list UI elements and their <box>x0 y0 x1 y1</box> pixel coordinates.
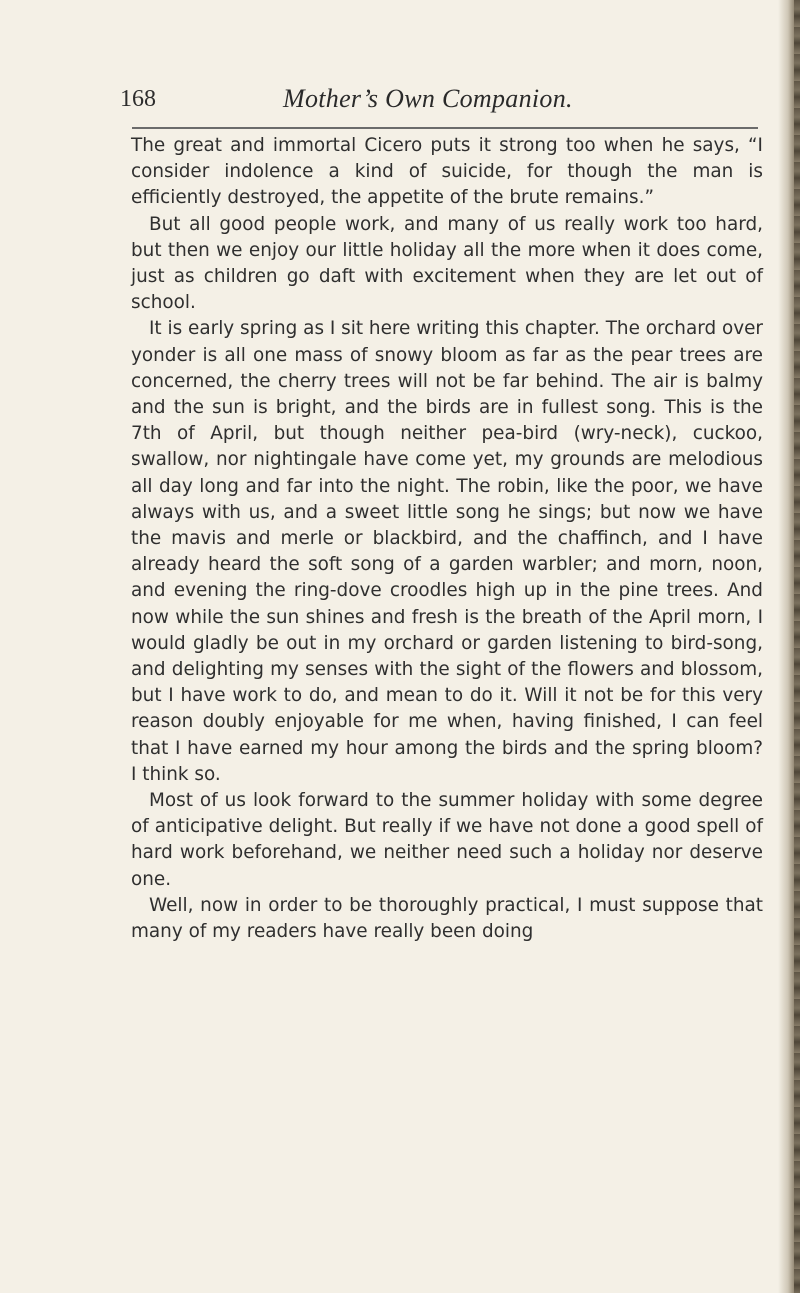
page-number: 168 <box>120 86 156 112</box>
header-rule <box>132 127 758 129</box>
paragraph: But all good people work, and many of us really work too hard, but then we enjoy our little holiday all the more when it does come, just as children go daft with excitement when they are let out of school. <box>131 213 763 314</box>
page-edge-strip <box>794 0 800 1293</box>
paragraph: The great and immortal Cicero puts it strong too when he says, “I consider indolence a kind of suicide, for though the man is efficiently destroyed, the appetite of the brute remains.” <box>131 135 763 209</box>
paragraph: Most of us look forward to the summer holiday with some degree of anticipative delight. But really if we have not done a good spell of hard work beforehand, we neither need such a holiday nor deserve one. <box>131 790 763 890</box>
page-header <box>78 76 778 120</box>
paragraph: Well, now in order to be thoroughly practical, I must suppose that many of my readers have really been doing <box>131 894 763 943</box>
paragraph: It is early spring as I sit here writing this chapter. The orchard over yonder is all one mass of snowy bloom as far as the pear trees are concerned, the cherry trees will not be far behind. The air is balmy and the sun is bright, and the birds are in fullest song. This is the 7th of April, but though neither pea-bird (wry-neck), cuckoo, swallow, nor nightingale have come yet, my grounds are melodious all day long and far into the night. The robin, like the poor, we have always with us, and a sweet little song he sings; but now we have the mavis and merle or blackbird, and the chaffinch, and I have already heard the soft song of a garden warbler; and morn, noon, and evening the ring-dove croodles high up in the pine trees. And now while the sun shines and fresh is the breath of the April morn, I would gladly be out in my orchard or garden listening to bird-song, and delighting my senses with the sight of the flowers and blossom, but I have work to do, and mean to do it. Will it not be for this very reason doubly enjoyable for me when, having finished, I can feel that I have earned my hour among the birds and the spring bloom? I think so. <box>131 318 763 785</box>
running-title: Mother’s Own Companion. <box>283 84 573 113</box>
body-text <box>131 133 763 945</box>
